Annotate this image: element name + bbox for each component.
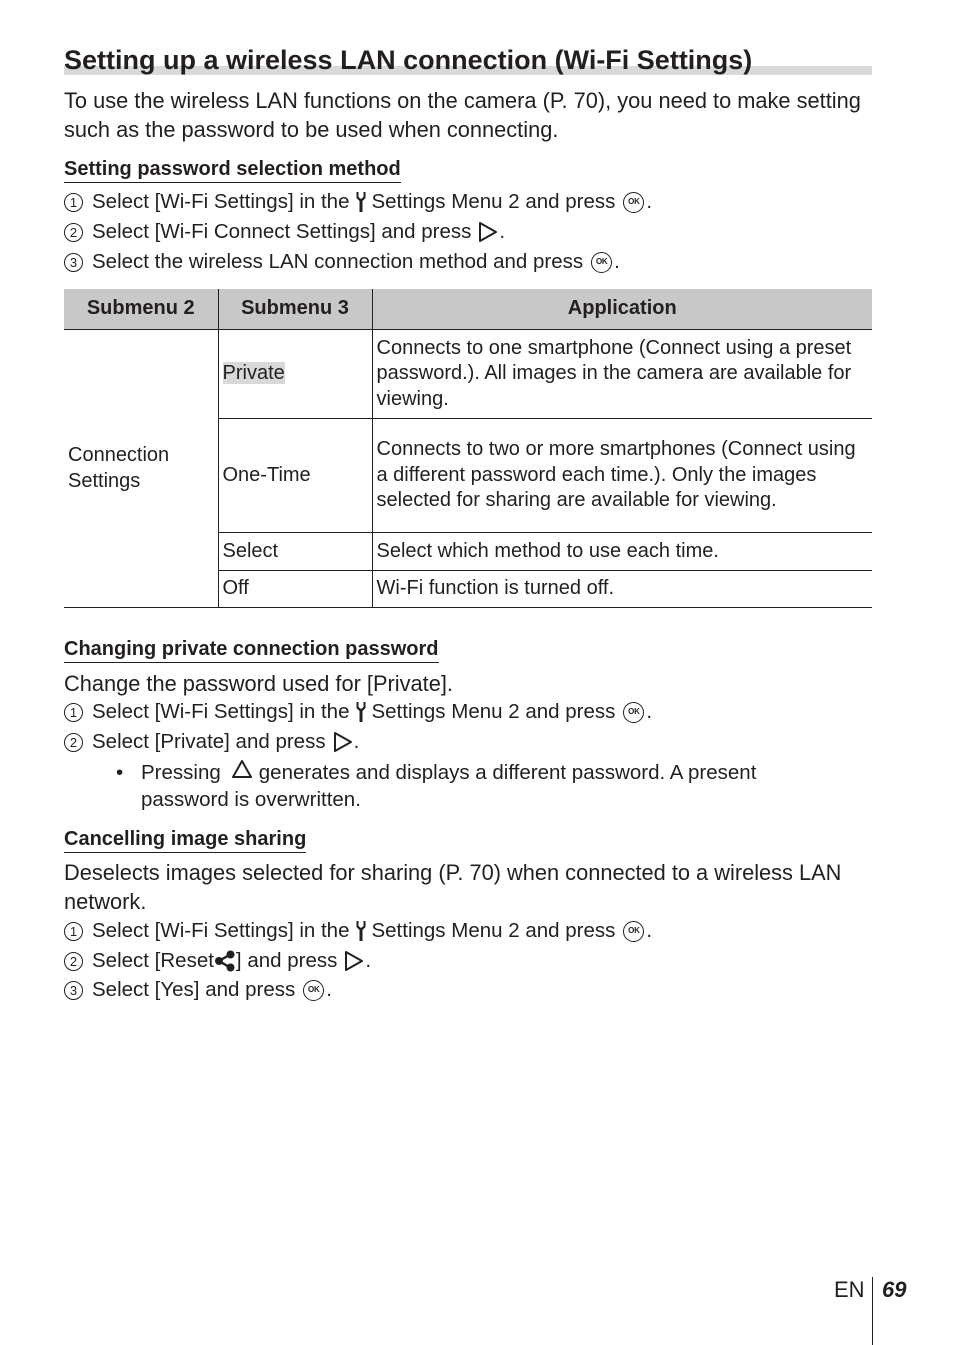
submenu-3-cell: Select — [218, 533, 372, 571]
intro-paragraph: To use the wireless LAN functions on the camera (P. 70), you need to make setting such as the password to be used when connecting. — [64, 88, 861, 142]
wrench-icon — [355, 701, 367, 723]
step-2-connect-settings — [64, 217, 505, 247]
step-end: . — [646, 190, 653, 213]
footer-divider — [872, 1277, 873, 1345]
submenu-3-cell — [218, 330, 372, 419]
section-heading-password-method: Setting password selection method — [64, 156, 401, 183]
bullet-text-b: generates and displays a different password. A present password is overwritten. — [141, 761, 757, 811]
step-number: 1 — [64, 193, 83, 212]
share-icon — [214, 950, 236, 972]
application-cell: Wi-Fi function is turned off. — [372, 571, 872, 608]
page-number: 69 — [882, 1277, 907, 1302]
step-number: 2 — [64, 952, 83, 971]
section-2-lead: Change the password used for [Private]. — [64, 671, 453, 696]
step-text: Settings Menu 2 and press — [371, 700, 616, 723]
step-number: 2 — [64, 223, 83, 242]
step-text: Settings Menu 2 and press — [371, 190, 616, 213]
wrench-icon — [355, 920, 367, 942]
ok-button-icon: OK — [623, 921, 644, 942]
step-text: Select [Reset — [92, 949, 214, 972]
section-heading-private-password: Changing private connection password — [64, 636, 439, 663]
header-submenu-3: Submenu 3 — [218, 289, 372, 330]
right-arrow-icon — [344, 950, 364, 972]
highlighted-option: Private — [222, 362, 285, 385]
step-end: . — [326, 978, 332, 1001]
step-3-select-yes — [64, 975, 332, 1005]
step-1-wifi-settings — [64, 187, 652, 217]
bullet-text — [141, 759, 841, 813]
step-number: 3 — [64, 253, 83, 272]
connection-settings-table — [64, 289, 872, 608]
up-arrow-icon — [231, 759, 253, 779]
step-2-reset-share — [64, 946, 371, 976]
language-label: EN — [834, 1277, 865, 1302]
ok-button-icon: OK — [623, 702, 644, 723]
step-1-wifi-settings — [64, 916, 652, 946]
ok-button-icon: OK — [303, 980, 324, 1001]
section-heading-cancel-sharing: Cancelling image sharing — [64, 826, 306, 853]
submenu-2-cell: Connection Settings — [64, 330, 218, 608]
step-end: . — [499, 220, 506, 243]
right-arrow-icon — [478, 221, 498, 243]
submenu-3-cell: One-Time — [218, 419, 372, 533]
step-2-select-private — [64, 727, 359, 757]
ok-button-icon: OK — [623, 192, 644, 213]
step-1-wifi-settings — [64, 697, 652, 727]
application-cell: Connects to two or more smartphones (Connect using a different password each time.). Only the images selected for sharing are available for viewing. — [372, 419, 872, 533]
step-3-connection-method — [64, 247, 620, 277]
step-text: Settings Menu 2 and press — [371, 919, 616, 942]
page-title: Setting up a wireless LAN connection (Wi-Fi Settings) — [64, 45, 753, 75]
section-3-lead: Deselects images selected for sharing (P. 70) when connected to a wireless LAN network. — [64, 860, 842, 914]
step-text: Select [Wi-Fi Settings] in the — [92, 190, 350, 213]
wrench-icon — [355, 191, 367, 213]
step-end: . — [646, 700, 653, 723]
application-cell: Select which method to use each time. — [372, 533, 872, 571]
step-text: ] and press — [235, 949, 338, 972]
step-number: 3 — [64, 981, 83, 1000]
step-text: Select [Yes] and press — [92, 978, 296, 1001]
step-text: Select [Wi-Fi Connect Settings] and press — [92, 220, 472, 243]
step-text: Select [Wi-Fi Settings] in the — [92, 700, 350, 723]
table-header-row — [64, 289, 872, 330]
step-end: . — [614, 250, 620, 273]
step-end: . — [646, 919, 653, 942]
submenu-3-cell: Off — [218, 571, 372, 608]
bullet-dot: • — [116, 761, 124, 784]
header-submenu-2: Submenu 2 — [64, 289, 218, 330]
bullet-text-a: Pressing — [141, 761, 221, 784]
right-arrow-icon — [333, 731, 353, 753]
application-cell: Connects to one smartphone (Connect using a preset password.). All images in the camera are available for viewing. — [372, 330, 872, 419]
step-number: 1 — [64, 922, 83, 941]
header-application: Application — [372, 289, 872, 330]
step-text: Select [Wi-Fi Settings] in the — [92, 919, 350, 942]
step-end: . — [365, 949, 372, 972]
step-number: 2 — [64, 733, 83, 752]
step-number: 1 — [64, 703, 83, 722]
ok-button-icon: OK — [591, 252, 612, 273]
step-text: Select [Private] and press — [92, 730, 326, 753]
table-row — [64, 330, 872, 419]
step-text: Select the wireless LAN connection method and press — [92, 250, 584, 273]
step-end: . — [353, 730, 360, 753]
